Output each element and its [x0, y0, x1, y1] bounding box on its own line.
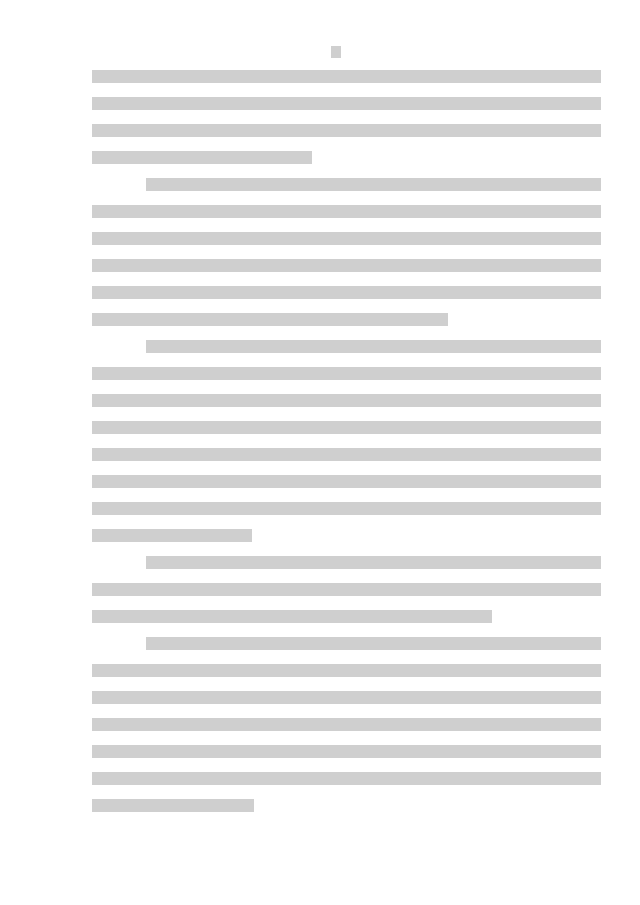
text-line-placeholder [146, 637, 601, 650]
text-line-placeholder [92, 70, 601, 83]
text-line-placeholder [146, 178, 601, 191]
text-line-placeholder [92, 475, 601, 488]
text-line-placeholder [92, 124, 601, 137]
text-line-placeholder [92, 394, 601, 407]
text-line-placeholder [92, 232, 601, 245]
text-line-placeholder [92, 286, 601, 299]
text-line-placeholder [92, 97, 601, 110]
text-line-placeholder [146, 340, 601, 353]
text-line-placeholder [92, 205, 601, 218]
page-number-placeholder [331, 46, 341, 58]
text-line-placeholder [92, 664, 601, 677]
text-line-placeholder [92, 772, 601, 785]
text-line-placeholder [92, 745, 601, 758]
text-line-placeholder [92, 583, 601, 596]
text-line-placeholder [146, 556, 601, 569]
text-line-placeholder [92, 367, 601, 380]
text-line-placeholder [92, 421, 601, 434]
text-line-placeholder [92, 610, 492, 623]
text-line-placeholder [92, 529, 252, 542]
text-line-placeholder [92, 502, 601, 515]
text-line-placeholder [92, 718, 601, 731]
text-line-placeholder [92, 259, 601, 272]
text-line-placeholder [92, 151, 312, 164]
text-line-placeholder [92, 448, 601, 461]
text-line-placeholder [92, 799, 254, 812]
text-line-placeholder [92, 691, 601, 704]
text-line-placeholder [92, 313, 448, 326]
